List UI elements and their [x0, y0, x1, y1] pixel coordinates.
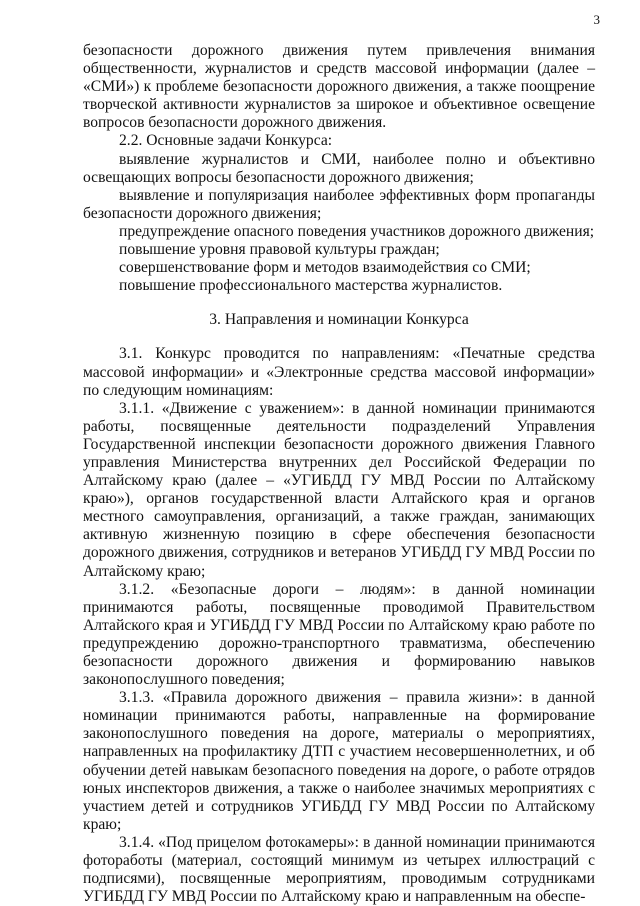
document-body: [83, 42, 595, 906]
section-3-heading: 3. Направления и номинации Конкурса: [209, 311, 469, 329]
task-item: повышение уровня правовой культуры граждан;: [119, 241, 440, 259]
nomination-3-1-2: 3.1.2. «Безопасные дороги – людям»: в данной номинации принимаются работы, посвященные проводимой Правительством Алтайского края и УГИБДД ГУ МВД России по Алтайскому краю работе по предупреждению дорожно-транспортного травматизма, обеспечению безопасности дорожного движения и формированию навыков законопослушного поведения;: [83, 580, 595, 689]
task-item: предупреждение опасного поведения участников дорожного движения;: [119, 222, 595, 240]
section-2-2-title: 2.2. Основные задачи Конкурса:: [119, 132, 333, 150]
task-item: совершенствование форм и методов взаимодействия со СМИ;: [119, 259, 531, 277]
nomination-3-1-4: 3.1.4. «Под прицелом фотокамеры»: в данной номинации принимаются фоторaботы (материал, состоящий минимум из четырех иллюстраций с подписями), посвященные мероприятиям, проводимым сотрудниками УГИБДД ГУ МВД России по Алтайскому краю и направленным на обеспе-: [83, 833, 595, 906]
page-number: 3: [593, 12, 600, 27]
section-3-1-paragraph: 3.1. Конкурс проводится по направлениям: «Печатные средства массовой информации» и «Электронные средства массовой информации» по следующим номинациям:: [83, 345, 595, 399]
paragraph-goal-continuation: безопасности дорожного движения путем привлечения внимания общественности, журналистов и средств массовой информации (далее – «СМИ») к проблеме безопасности дорожного движения, а также поощрение творческой активности журналистов за широкое и объективное освещение вопросов безопасности дорожного движения.: [83, 42, 595, 132]
nomination-3-1-3: 3.1.3. «Правила дорожного движения – правила жизни»: в данной номинации принимаются работы, направленные на формирование законопослушного поведения на дороге, материалы о мероприятиях, направленных на профилактику ДТП с участием несовершеннолетних, и об обучении детей навыкам безопасного поведения на дороге, о работе отрядов юных инспекторов движения, а также о наиболее значимых мероприятиях с участием детей и сотрудников УГИБДД ГУ МВД России по Алтайскому краю;: [83, 689, 595, 833]
nomination-3-1-1: 3.1.1. «Движение с уважением»: в данной номинации принимаются работы, посвященные деятельности подразделений Управления Государственной инспекции безопасности дорожного движения Главного управления Министерства внутренних дел Российской Федерации по Алтайскому краю (далее – «УГИБДД ГУ МВД России по Алтайскому краю»), органов государственной власти Алтайского края и органов местного самоуправления, организаций, а также граждан, занимающих активную жизненную позицию в сфере обеспечения безопасности дорожного движения, сотрудников и ветеранов УГИБДД ГУ МВД России по Алтайскому краю;: [83, 399, 595, 580]
task-item: повышение профессионального мастерства журналистов.: [119, 277, 503, 295]
task-item: выявление и популяризация наиболее эффективных форм пропаганды безопасности дорожного движения;: [83, 186, 595, 222]
task-item: выявление журналистов и СМИ, наиболее полно и объективно освещающих вопросы безопасности дорожного движения;: [83, 150, 595, 186]
